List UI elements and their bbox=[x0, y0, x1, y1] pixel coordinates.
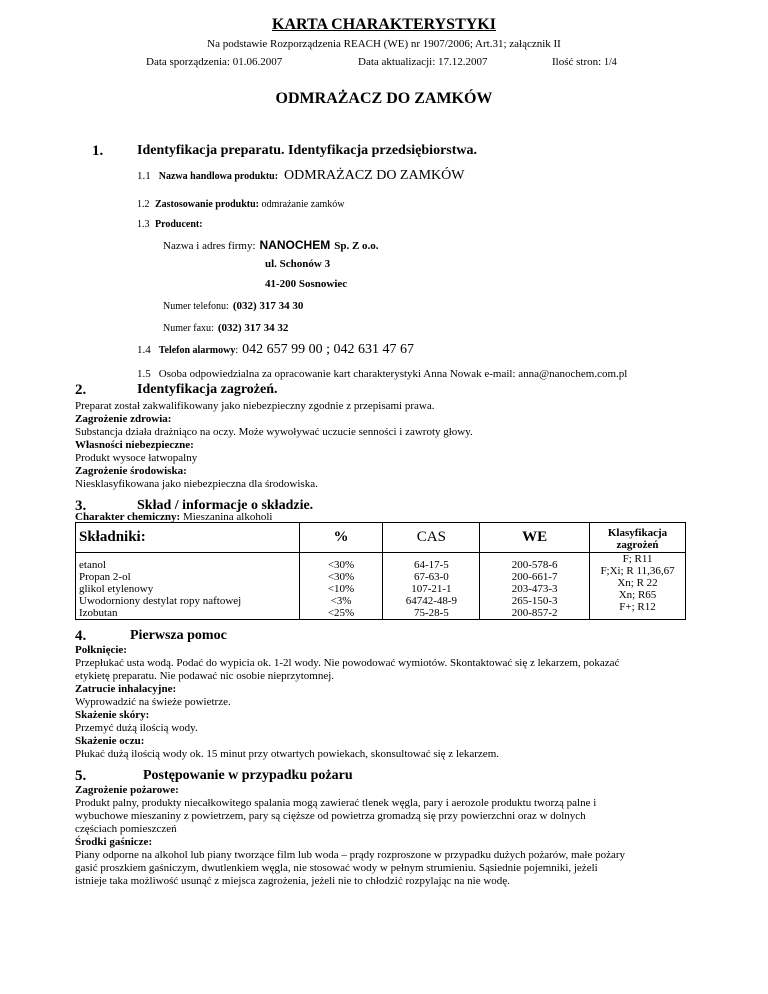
ingredient-class: F+; R12 bbox=[619, 601, 656, 613]
item-1-4-number: 1.4 bbox=[137, 344, 151, 356]
usage-label: Zastosowanie produktu: bbox=[155, 199, 260, 210]
section-4-body bbox=[75, 644, 695, 761]
ingredient-name: Izobutan bbox=[79, 607, 118, 619]
section-5-number: 5. bbox=[75, 768, 87, 784]
table-header-row bbox=[76, 523, 686, 553]
section-5-body bbox=[75, 784, 705, 888]
header-percent: % bbox=[299, 523, 383, 553]
ingredient-cas: 107-21-1 bbox=[411, 583, 452, 595]
ingredient-name: Propan 2-ol bbox=[79, 571, 131, 583]
eye-contact-text: Płukać dużą ilością wody ok. 15 minut przy otwartych powiekach, skonsultować się z lekarzem. bbox=[75, 748, 499, 760]
company-city: 41-200 Sosnowiec bbox=[265, 278, 348, 290]
ingredient-percent: <25% bbox=[327, 607, 355, 619]
we-cell bbox=[480, 553, 590, 620]
chemical-character-value: Mieszanina alkoholi bbox=[182, 511, 273, 523]
section-5-title: Postępowanie w przypadku pożaru bbox=[143, 768, 353, 783]
page-count-value: 1/4 bbox=[603, 57, 617, 68]
responsible-person: Osoba odpowiedzialna za opracowanie kart charakterystyki Anna Nowak e-mail: anna@nanochem.com.pl bbox=[158, 368, 628, 380]
ingredient-cas: 64742-48-9 bbox=[405, 595, 458, 607]
product-title: ODMRAŻACZ DO ZAMKÓW bbox=[275, 90, 493, 107]
ingredient-we: 265-150-3 bbox=[511, 595, 558, 607]
header-classification: Klasyfikacja zagrożeń bbox=[590, 523, 686, 553]
item-1-3-number: 1.3 bbox=[137, 219, 150, 230]
eye-contact-heading: Skażenie oczu: bbox=[75, 735, 145, 747]
item-1-1 bbox=[137, 166, 464, 184]
phone-value: (032) 317 34 30 bbox=[232, 300, 304, 312]
extinguishing-media-text-cont: gasić proszkiem gaśniczym, dwutlenkiem węgla, nie stosować wody w pełnym strumieniu. Sąsiednie pojemniki, jeżeli bbox=[75, 862, 598, 874]
ingredient-name: Uwodorniony destylat ropy naftowej bbox=[79, 595, 242, 607]
ingredient-we: 200-857-2 bbox=[511, 607, 558, 619]
skin-contact-text: Przemyć dużą ilością wody. bbox=[75, 722, 198, 734]
header-cas: CAS bbox=[383, 523, 480, 553]
document-title: KARTA CHARAKTERYSTYKI bbox=[272, 16, 496, 33]
fax-label: Numer faxu: bbox=[163, 323, 214, 334]
section-1-number: 1. bbox=[92, 143, 104, 159]
cas-cell bbox=[383, 553, 480, 620]
item-1-1-number: 1.1 bbox=[137, 170, 151, 182]
ingredient-cas: 64-17-5 bbox=[413, 559, 449, 571]
header-ingredients: Składniki: bbox=[76, 523, 300, 553]
hazard-classification: Preparat został zakwalifikowany jako niebezpieczny zgodnie z przepisami prawa. bbox=[75, 400, 435, 412]
company-street: ul. Schonów 3 bbox=[265, 258, 331, 270]
fire-hazard-text-cont: wybuchowe mieszaniny z powietrzem, pary są cięższe od powietrza gromadzą się przy powierzchni oraz w dolnych bbox=[75, 810, 586, 822]
item-1-2 bbox=[137, 199, 345, 210]
section-2-title: Identyfikacja zagrożeń. bbox=[137, 382, 278, 397]
environmental-hazard-heading: Zagrożenie środowiska: bbox=[75, 465, 187, 477]
fire-hazard-text-cont2: częściach pomieszczeń bbox=[75, 823, 177, 835]
ingestion-text: Przepłukać usta wodą. Podać do wypicia ok. 1-2l wody. Nie powodować wymiotów. Skontaktować się z lekarzem, pokazać bbox=[75, 657, 620, 669]
environmental-hazard-text: Niesklasyfikowana jako niebezpieczna dla środowiska. bbox=[75, 478, 318, 490]
emergency-phone-label: Telefon alarmowy bbox=[158, 345, 236, 356]
usage-value: odmrażanie zamków bbox=[261, 199, 345, 210]
ingredient-class: F;Xi; R 11,36,67 bbox=[600, 565, 675, 577]
health-hazard-text: Substancja działa drażniąco na oczy. Może wywoływać uczucie senności i zawroty głowy. bbox=[75, 426, 473, 438]
table-body-row bbox=[76, 553, 686, 620]
section-4-title: Pierwsza pomoc bbox=[130, 628, 227, 643]
section-3-number: 3. bbox=[75, 498, 87, 514]
company-suffix: Sp. Z o.o. bbox=[334, 240, 379, 252]
ingredient-class: Xn; R65 bbox=[618, 589, 657, 601]
emergency-phone-value: 042 657 99 00 ; 042 631 47 67 bbox=[242, 342, 414, 357]
ingredient-cas: 75-28-5 bbox=[413, 607, 449, 619]
company-name: NANOCHEM bbox=[259, 238, 331, 252]
fax-line bbox=[163, 318, 288, 336]
section-2-body bbox=[75, 400, 695, 491]
extinguishing-media-text-cont2: istnieje taka możliwość usunąć z miejsca zagrożenia, jeżeli nie to chłodzić rozpylając na nie wodę. bbox=[75, 875, 510, 887]
dangerous-properties-text: Produkt wysoce łatwopalny bbox=[75, 452, 198, 464]
ingredient-percent: <10% bbox=[327, 583, 355, 595]
creation-date: Data sporządzenia: 01.06.2007 bbox=[146, 56, 283, 68]
company-line bbox=[163, 236, 379, 254]
item-1-2-number: 1.2 bbox=[137, 199, 150, 210]
phone-line bbox=[163, 296, 303, 314]
skin-contact-heading: Skażenie skóry: bbox=[75, 709, 150, 721]
chemical-character-label: Charakter chemiczny: bbox=[75, 511, 181, 523]
ingredient-name: glikol etylenowy bbox=[79, 583, 154, 595]
ingredient-we: 203-473-3 bbox=[511, 583, 558, 595]
page-count-label: Ilość stron: bbox=[552, 56, 602, 68]
producer-label: Producent: bbox=[155, 219, 203, 230]
ingestion-heading: Połknięcie: bbox=[75, 644, 127, 656]
fire-hazard-heading: Zagrożenie pożarowe: bbox=[75, 784, 179, 796]
ingredient-class: F; R11 bbox=[622, 553, 653, 565]
trade-name-value: ODMRAŻACZ DO ZAMKÓW bbox=[284, 168, 465, 183]
extinguishing-media-text: Piany odporne na alkohol lub piany tworzące film lub woda – prądy rozproszone w przypadku dużych pożarów, małe pożary bbox=[75, 849, 626, 861]
item-1-5 bbox=[137, 364, 627, 382]
trade-name-label: Nazwa handlowa produktu: bbox=[158, 171, 279, 182]
fax-value: (032) 317 34 32 bbox=[217, 322, 289, 334]
ingredient-cas: 67-63-0 bbox=[413, 571, 449, 583]
item-1-3 bbox=[137, 219, 203, 230]
company-label: Nazwa i adres firmy: bbox=[163, 240, 256, 252]
percent-cell bbox=[299, 553, 383, 620]
ingredient-name: etanol bbox=[79, 559, 106, 571]
ingredient-we: 200-661-7 bbox=[511, 571, 558, 583]
page-count bbox=[552, 56, 617, 68]
section-3-title: Skład / informacje o składzie. bbox=[137, 498, 314, 513]
section-2-number: 2. bbox=[75, 382, 87, 398]
inhalation-heading: Zatrucie inhalacyjne: bbox=[75, 683, 177, 695]
dangerous-properties-heading: Własności niebezpieczne: bbox=[75, 439, 194, 451]
regulation-basis: Na podstawie Rozporządzenia REACH (WE) nr 1907/2006; Art.31; załącznik II bbox=[207, 38, 561, 50]
health-hazard-heading: Zagrożenie zdrowia: bbox=[75, 413, 172, 425]
update-date: Data aktualizacji: 17.12.2007 bbox=[358, 56, 488, 68]
section-4-number: 4. bbox=[75, 628, 87, 644]
header-we: WE bbox=[480, 523, 590, 553]
item-1-5-number: 1.5 bbox=[137, 368, 151, 380]
ingredient-percent: <3% bbox=[330, 595, 352, 607]
phone-label: Numer telefonu: bbox=[163, 301, 229, 312]
ingredient-we: 200-578-6 bbox=[511, 559, 558, 571]
ingredient-class: Xn; R 22 bbox=[617, 577, 658, 589]
fire-hazard-text: Produkt palny, produkty niecałkowitego spalania mogą zawierać tlenek węgla, pary i aerozole produktu tworzą palne i bbox=[75, 797, 597, 809]
ingredient-percent: <30% bbox=[327, 571, 355, 583]
ingestion-text-cont: etykietę preparatu. Nie podawać nic osobie nieprzytomnej. bbox=[75, 670, 335, 682]
section-1-title: Identyfikacja preparatu. Identyfikacja przedsiębiorstwa. bbox=[137, 143, 478, 158]
ingredient-percent: <30% bbox=[327, 559, 355, 571]
composition-table bbox=[75, 522, 686, 620]
extinguishing-media-heading: Środki gaśnicze: bbox=[75, 836, 153, 848]
classification-cell bbox=[590, 553, 686, 620]
item-1-4: 1.4 Telefon alarmowy: 042 657 99 00 ; 042 631 47 67 bbox=[137, 342, 414, 357]
inhalation-text: Wyprowadzić na świeże powietrze. bbox=[75, 696, 231, 708]
ingredient-names-cell bbox=[76, 553, 300, 620]
